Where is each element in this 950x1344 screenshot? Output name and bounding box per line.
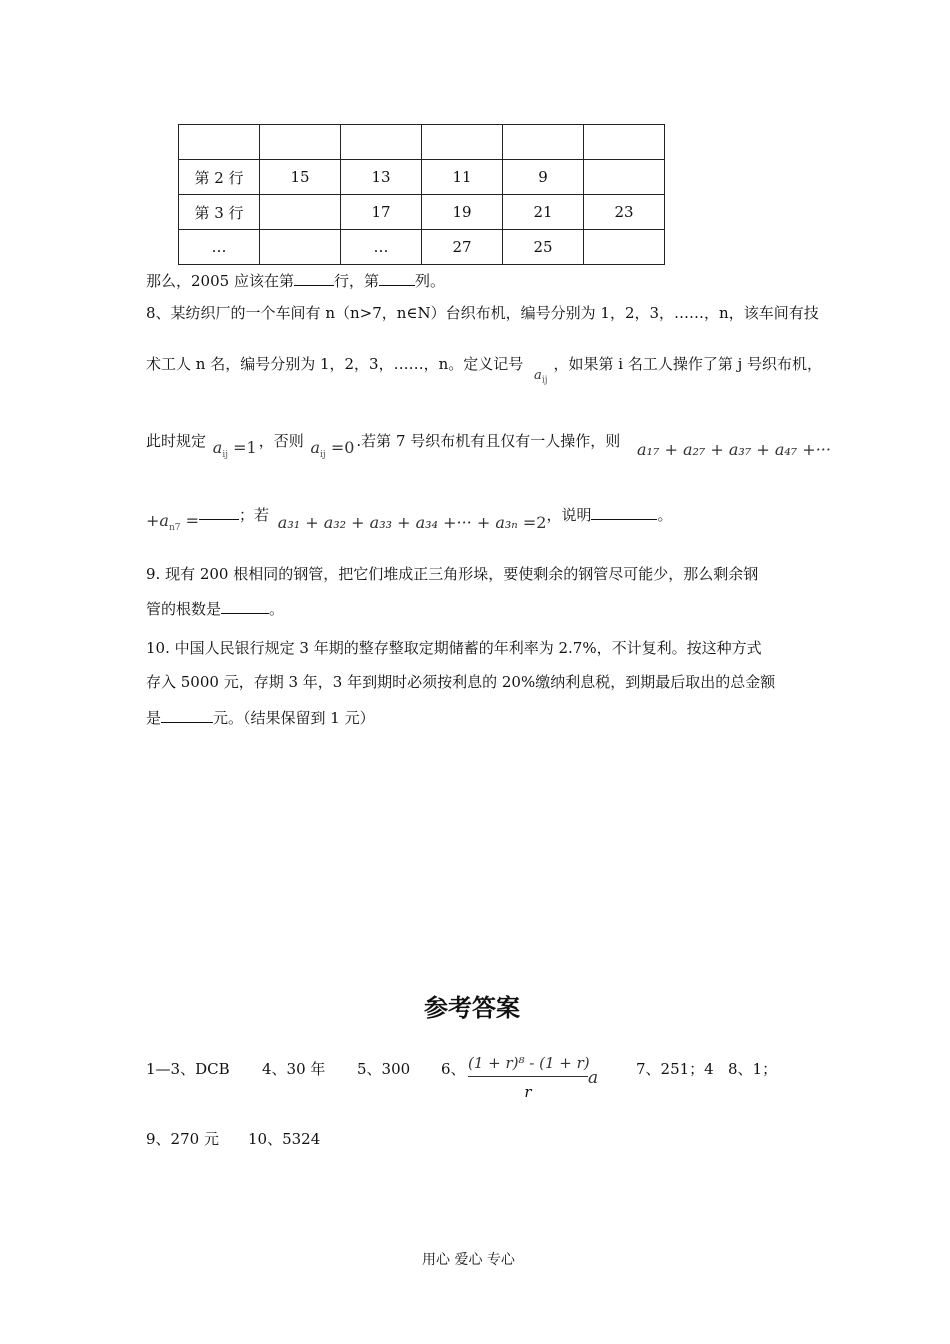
blank-q8b	[591, 505, 657, 520]
answer-6-fraction	[468, 1054, 588, 1101]
table-cell: 25	[503, 230, 584, 265]
table-cell: 11	[422, 160, 503, 195]
blank-col	[379, 271, 415, 286]
math-an7: $+a_{n7}$ =	[146, 511, 199, 534]
q9-line2: 管的根数是 。	[146, 600, 285, 618]
table-cell: 17	[341, 195, 422, 230]
table-cell	[584, 230, 665, 265]
table-cell	[260, 125, 341, 160]
table-cell: 27	[422, 230, 503, 265]
q10-line2: 存入 5000 元，存期 3 年，3 年到期时必须按利息的 20%缴纳利息税，到期最后取出的总金额	[146, 673, 776, 691]
blank-row	[294, 271, 334, 286]
math-sum-column7: a₁₇ + a₂₇ + a₃₇ + a₄₇ +···	[637, 440, 831, 459]
fraction-denominator: r	[524, 1083, 532, 1101]
math-sum-row3: a₃₁ + a₃₂ + a₃₃ + a₃₄ +··· + a₃ₙ =2	[277, 513, 547, 532]
answer-8: 8、1；	[728, 1060, 778, 1078]
answer-5: 5、300	[357, 1060, 411, 1078]
table-row	[179, 160, 665, 195]
q9-line1: 9. 现有 200 根相同的钢管，把它们堆成正三角形垛，要使剩余的钢管尽可能少，那么剩余钢	[146, 565, 759, 583]
math-aij-eq0: $a_{ij} =0$	[310, 438, 355, 461]
answer-9: 9、270 元	[146, 1130, 219, 1148]
blank-q10	[161, 708, 213, 723]
answer-4: 4、30 年	[262, 1060, 326, 1078]
q8-line2: 术工人 n 名，编号分别为 1，2，3，……，n。定义记号 $a_{ij}$，如果第 i 名工人操作了第 j 号织布机，	[146, 355, 823, 386]
table-cell	[341, 125, 422, 160]
table-cell	[584, 125, 665, 160]
table-cell	[584, 160, 665, 195]
table-cell: …	[179, 230, 260, 265]
table-cell: …	[341, 230, 422, 265]
answer-6-a: a	[588, 1068, 599, 1088]
table-cell	[260, 230, 341, 265]
q10-line1: 10. 中国人民银行规定 3 年期的整存整取定期储蓄的年利率为 2.7%，不计复利。按这种方式	[146, 639, 762, 657]
blank-q9	[221, 599, 269, 614]
table-cell: 21	[503, 195, 584, 230]
fraction-numerator: (1 + r)⁸ - (1 + r)	[468, 1054, 588, 1077]
q7-answer-line: 那么，2005 应该在第 行，第 列。	[146, 272, 445, 290]
answer-1-3: 1—3、DCB	[146, 1060, 230, 1078]
table-cell: 第 3 行	[179, 195, 260, 230]
q8-line3: 此时规定 $a_{ij} =1$ ，否则 $a_{ij} =0$ .若第 7 号织布机有且仅有一人操作，则	[146, 432, 621, 461]
table-cell: 第 2 行	[179, 160, 260, 195]
answer-7: 7、251；4	[636, 1060, 714, 1078]
answer-6-label: 6、	[441, 1060, 466, 1078]
table-cell	[422, 125, 503, 160]
answer-10: 10、5324	[248, 1130, 321, 1148]
q10-line3: 是 元。（结果保留到 1 元）	[146, 709, 375, 727]
table-row	[179, 230, 665, 265]
table-row	[179, 125, 665, 160]
table-cell: 9	[503, 160, 584, 195]
table-cell: 23	[584, 195, 665, 230]
answer-title: 参考答案	[424, 994, 520, 1022]
blank-q8a	[199, 505, 239, 520]
page-footer: 用心 爱心 专心	[422, 1252, 515, 1268]
table-cell: 15	[260, 160, 341, 195]
table-cell	[179, 125, 260, 160]
q8-line4: $+a_{n7}$ = ；若 a₃₁ + a₃₂ + a₃₃ + a₃₄ +··· + a₃ₙ =2，说明 。	[146, 506, 673, 534]
number-table	[178, 124, 665, 265]
table-cell: 19	[422, 195, 503, 230]
math-aij: $a_{ij}$	[534, 368, 548, 386]
table-cell: 13	[341, 160, 422, 195]
table-cell	[260, 195, 341, 230]
table-cell	[503, 125, 584, 160]
math-aij-eq1: $a_{ij} =1$	[212, 438, 257, 461]
q8-line1: 8、某纺织厂的一个车间有 n（n>7，n∈N）台织布机，编号分别为 1，2，3，……，n，该车间有技	[146, 304, 819, 322]
table-row	[179, 195, 665, 230]
